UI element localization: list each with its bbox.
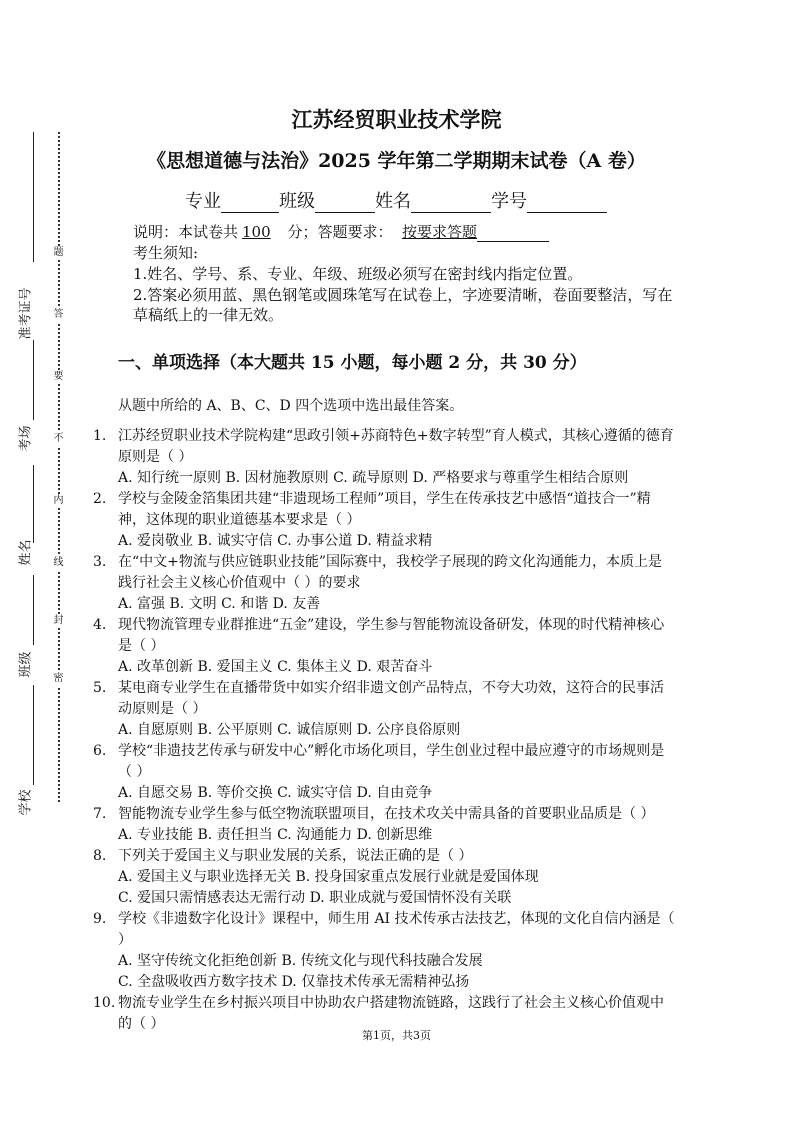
- question-item: [93, 909, 675, 993]
- section-intro: 从题中所给的 A、B、C、D 四个选项中选出最佳答案。: [118, 398, 464, 414]
- notice-title: 考生须知:: [133, 244, 199, 262]
- seal-char: 题: [51, 246, 66, 260]
- field-label-id: 学号: [491, 191, 527, 212]
- class-blank[interactable]: [315, 192, 375, 213]
- question-item: [93, 741, 675, 804]
- question-options: A. 坚守传统文化拒绝创新 B. 传统文化与现代科技融合发展: [118, 953, 483, 969]
- seal-char: 封: [51, 614, 66, 628]
- side-label-name: 姓名: [18, 539, 34, 566]
- question-options: A. 富强 B. 文明 C. 和谐 D. 友善: [118, 596, 321, 612]
- question-item: [93, 846, 675, 909]
- field-label-class: 班级: [279, 191, 315, 212]
- question-item: [93, 489, 675, 552]
- question-text: 江苏经贸职业技术学院构建“思政引领+苏商特色+数字转型”育人模式，其核心遵循的德育原则是（ ）: [118, 428, 674, 465]
- question-number: 7.: [93, 806, 107, 822]
- side-label-class: 班级: [18, 651, 34, 678]
- answer-requirement: 按要求答题: [402, 223, 478, 241]
- seal-char: 要: [51, 370, 66, 384]
- notice-rule-2: 2.答案必须用蓝、黑色钢笔或圆珠笔写在试卷上，字迹要清晰，卷面要整洁，写在草稿纸上的一律无效。: [133, 286, 673, 324]
- question-number: 5.: [93, 680, 107, 696]
- exam-room-line: [33, 340, 35, 420]
- question-options: A. 自愿原则 B. 公平原则 C. 诚信原则 D. 公序良俗原则: [118, 722, 461, 738]
- question-number: 9.: [93, 911, 107, 927]
- question-options: A. 专业技能 B. 责任担当 C. 沟通能力 D. 创新思维: [118, 827, 433, 843]
- question-options: A. 知行统一原则 B. 因材施教原则 C. 疏导原则 D. 严格要求与尊重学生相结合原则: [118, 470, 629, 486]
- question-text: 智能物流专业学生参与低空物流联盟项目，在技术攻关中需具备的首要职业品质是（ ）: [118, 806, 655, 822]
- question-text: 学校《非遗数字化设计》课程中，师生用 AI 技术传承古法技艺，体现的文化自信内涵是（ ）: [118, 911, 675, 948]
- question-number: 3.: [93, 554, 107, 570]
- question-options: A. 爱岗敬业 B. 诚实守信 C. 办事公道 D. 精益求精: [118, 533, 433, 549]
- exam-description: [133, 222, 673, 242]
- question-item: [93, 426, 675, 489]
- student-id-blank[interactable]: [527, 192, 607, 213]
- exam-title: 《思想道德与法治》2025 学年第二学期期末试卷（A 卷）: [147, 150, 646, 172]
- question-text: 在“中文+物流与供应链职业技能”国际赛中，我校学子展现的跨文化沟通能力，本质上是践行社会主义核心价值观中（ ）的要求: [118, 554, 663, 591]
- school-line: [33, 685, 35, 785]
- desc-suffix: 分；答题要求：: [287, 223, 393, 241]
- field-label-name: 姓名: [375, 191, 411, 212]
- question-options: A. 自愿交易 B. 等价交换 C. 诚实守信 D. 自由竞争: [118, 785, 433, 801]
- side-label-admission-no: 准考证号: [18, 287, 34, 340]
- name-line: [33, 465, 35, 543]
- question-number: 10.: [93, 995, 116, 1011]
- question-number: 2.: [93, 491, 107, 507]
- school-title: 江苏经贸职业技术学院: [291, 107, 502, 132]
- name-blank[interactable]: [411, 192, 491, 213]
- question-number: 4.: [93, 617, 107, 633]
- seal-char: 密: [51, 672, 66, 686]
- question-text: 下列关于爱国主义与职业发展的关系，说法正确的是（ ）: [118, 848, 473, 864]
- side-label-exam-room: 考场: [18, 425, 34, 452]
- seal-char: 线: [51, 556, 66, 570]
- question-options: C. 全盘吸收西方数字技术 D. 仅靠技术传承无需精神弘扬: [118, 974, 470, 990]
- question-item: [93, 552, 675, 615]
- question-item: [93, 678, 675, 741]
- total-score: 100: [242, 223, 271, 241]
- question-number: 1.: [93, 428, 107, 444]
- question-text: 学校与金陵金箔集团共建“非遗现场工程师”项目，学生在传承技艺中感悟“道技合一”精神，这体现的职业道德基本要求是（ ）: [118, 491, 651, 528]
- question-item: [93, 615, 675, 678]
- class-line: [33, 575, 35, 645]
- seal-char: 内: [51, 494, 66, 508]
- side-label-school: 学校: [18, 789, 34, 816]
- field-label-major: 专业: [185, 191, 221, 212]
- question-number: 8.: [93, 848, 107, 864]
- desc-prefix: 说明：本试卷共: [133, 223, 239, 241]
- page-footer: 第1页，共3页: [362, 1029, 431, 1042]
- major-blank[interactable]: [221, 192, 279, 213]
- question-text: 学校“非遗技艺传承与研发中心”孵化市场化项目，学生创业过程中最应遵守的市场规则是（ ）: [118, 743, 665, 780]
- seal-char: 不: [51, 432, 66, 446]
- requirement-underline: [477, 225, 549, 242]
- question-item: [93, 804, 675, 846]
- question-text: 现代物流管理专业群推进“五金”建设，学生参与智能物流设备研发，体现的时代精神核心是（ ）: [118, 617, 665, 654]
- question-number: 6.: [93, 743, 107, 759]
- question-text: 物流专业学生在乡村振兴项目中协助农户搭建物流链路，这践行了社会主义核心价值观中的（ ）: [118, 995, 664, 1032]
- question-text: 某电商专业学生在直播带货中如实介绍非遗文创产品特点，不夸大功效，这符合的民事活动原则是（ ）: [118, 680, 664, 717]
- question-list: [93, 426, 675, 1035]
- seal-dotted-line: [58, 132, 60, 802]
- question-options: A. 改革创新 B. 爱国主义 C. 集体主义 D. 艰苦奋斗: [118, 659, 433, 675]
- notice-rule-1: 1.姓名、学号、系、专业、年级、班级必须写在密封线内指定位置。: [133, 265, 583, 283]
- student-info-fields: [185, 187, 607, 213]
- seal-char: 答: [51, 308, 66, 322]
- question-options: C. 爱国只需情感表达无需行动 D. 职业成就与爱国情怀没有关联: [118, 890, 512, 906]
- section-title: 一、单项选择（本大题共 15 小题，每小题 2 分，共 30 分）: [118, 353, 587, 373]
- question-options: A. 爱国主义与职业选择无关 B. 投身国家重点发展行业就是爱国体现: [118, 869, 539, 885]
